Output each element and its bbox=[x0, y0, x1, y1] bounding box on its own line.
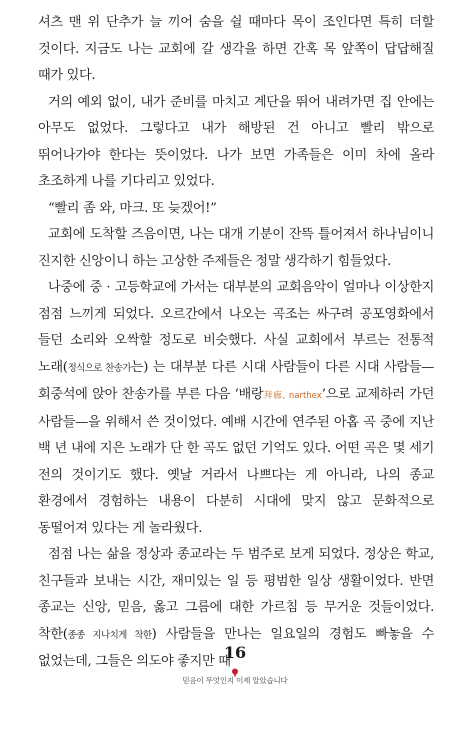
book-title: 믿음이 무엇인지 이제 알았습니다 bbox=[182, 676, 288, 685]
text-run: 는) 는 대부분 다른 시대 사람들이 다른 시대 사람들—회중석에 앉아 찬송가를 부른 다음 ‘배랑 bbox=[38, 359, 434, 402]
paragraph-2 bbox=[38, 196, 434, 223]
page-number: 16 bbox=[223, 643, 247, 662]
text-run: 점점 나는 삶을 정상과 종교라는 두 범주로 보게 되었다. 정상은 학교, 친구들과 보내는 시간, 재미있는 일 등 평범한 일상 생활이었다. 반면 종교는 신앙, 믿음, 옳고 그름에 대한 가르침 등 무거운 것들이었다. 착한( bbox=[38, 547, 434, 642]
text-run: ’으로 교제하러 가던 사람들—을 위해서 쓴 것이었다. 예배 시간에 연주된 아홉 곡 중에 지난 백 년 내에 지은 노래가 단 한 곡도 없던 기억도 있다. 어떤 곡은 몇 세기 전의 것이기도 했다. 옛날 거라서 나쁘다는 게 아니라, 나의 종교 환경에서 경험하는 내용이 다분히 시대에 맞지 않고 문화적으로 동떨어져 있다는 게 놀라웠다. bbox=[38, 387, 435, 536]
inline-note: 종종 지나치게 착한 bbox=[67, 629, 152, 641]
text-run: ) 사람들을 만나는 일요일의 경험도 빠놓을 수 없었는데, 그들은 의도야 좋지만 때 bbox=[38, 626, 434, 669]
text-run: 거의 예외 없이, 내가 준비를 마치고 계단을 뛰어 내려가면 집 안에는 아무도 없었다. 그렇다고 내가 해방된 건 아니고 빨리 밖으로 뛰어나가야 한다는 뜻이었다. 나가 보면 가족들은 이미 차에 올라 초조하게 나를 기다리고 있었다. bbox=[38, 94, 434, 189]
text-run: 셔츠 맨 위 단추가 늘 끼어 숨을 쉴 때마다 목이 조인다면 특히 더할 것이다. 지금도 나는 교회에 갈 생각을 하면 간혹 목 앞쪽이 답답해질 때가 있다. bbox=[38, 15, 434, 83]
paragraph-3 bbox=[38, 222, 434, 275]
paragraph-1 bbox=[38, 90, 434, 196]
body-text bbox=[38, 10, 434, 676]
text-run: 교회에 도착할 즈음이면, 나는 대개 기분이 잔뜩 틀어져서 하나님이니 진지한 신앙이니 하는 고상한 주제들은 정말 생각하기 힘들었다. bbox=[38, 227, 434, 269]
text-run: “빨리 좀 와, 마크. 또 늦겠어!” bbox=[48, 200, 217, 216]
page-footer bbox=[0, 644, 470, 686]
pin-icon bbox=[231, 663, 239, 673]
paragraph-0 bbox=[38, 10, 434, 90]
inline-note: 정식으로 찬송가 bbox=[67, 362, 131, 374]
paragraph-4 bbox=[38, 275, 434, 542]
hanja-gloss: 拜廊, narthex bbox=[263, 391, 322, 401]
text-run: 나중에 중 · 고등학교에 가서는 대부분의 교회음악이 얼마나 이상한지 점점 느끼게 되었다. 오르간에서 나오는 곡조는 싸구려 공포영화에서 들던 소리와 오싹할 정도로 비슷했다. 사실 교회에서 부르는 전통적 노래( bbox=[38, 280, 434, 375]
